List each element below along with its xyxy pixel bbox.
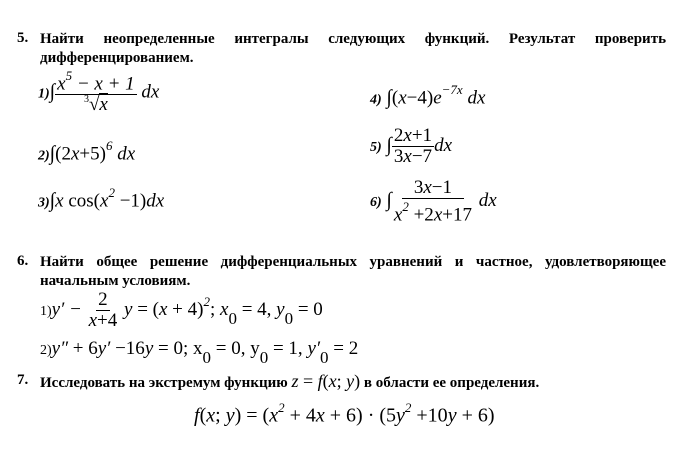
ode-6-1: 1)y′ − $\frac{2}{x+4}$ $y = (x + 4)^2$; $x_0 = 4$, $y_0 = 0$ <box>40 289 323 331</box>
item-label: 5) <box>370 139 382 155</box>
integral-5-2: $2)\int(2x+5)^6$ dx <box>38 138 136 165</box>
problem-7-text-before: Исследовать на экстремум функцию <box>40 375 288 391</box>
problem-5-number: 5. <box>17 30 29 46</box>
item-label: 2) <box>38 148 50 164</box>
problem-6-text: Найти общее решение дифференциальных уравнений и частное, удовлетворяющее начальным условиям. <box>40 254 666 289</box>
integral-5-1: 1)∫ $\frac{x^5 - x + 1}{^3√x}$ dx <box>38 68 160 116</box>
ode-6-2: 2)y″ + 6y′ −16y = 0; $x_0 = 0$, $y_0 = 1$, $y'_0 = 2$ <box>40 338 359 367</box>
problem-7-number: 7. <box>17 372 29 388</box>
item-label: 2) <box>40 343 52 358</box>
item-label: 1) <box>40 303 52 319</box>
integral-5-3: 3)∫x $\cos(x^2 -1)dx$ <box>38 185 165 212</box>
item-label: 3) <box>38 195 50 211</box>
item-label: 4) <box>370 92 382 108</box>
integral-5-4: 4) $\int(x-4)e^{-7x}$ dx <box>370 82 486 109</box>
item-label: 6) <box>370 195 382 211</box>
integral-5-6: 6) ∫ $\frac{3x-1}{x^2 +2x+17}$ dx <box>370 177 497 226</box>
integral-5-5: 5) ∫ $\frac{2x+1}{3x-7}$ dx <box>370 125 452 167</box>
item-label: 1) <box>38 86 50 102</box>
problem-7-formula: f(x; $y) = (x^2 + 4x + 6) \cdot (5y^2 +10y + 6)$ <box>194 400 495 427</box>
problem-7-text <box>40 372 539 393</box>
problem-5-text: Найти неопределенные интегралы следующих функций. Результат проверить дифференцированием. <box>40 31 666 66</box>
problem-7-text-after: в области ее определения. <box>363 375 540 391</box>
problem-7-function: z = f(x; y) <box>291 371 361 391</box>
problem-6-number: 6. <box>17 253 29 269</box>
